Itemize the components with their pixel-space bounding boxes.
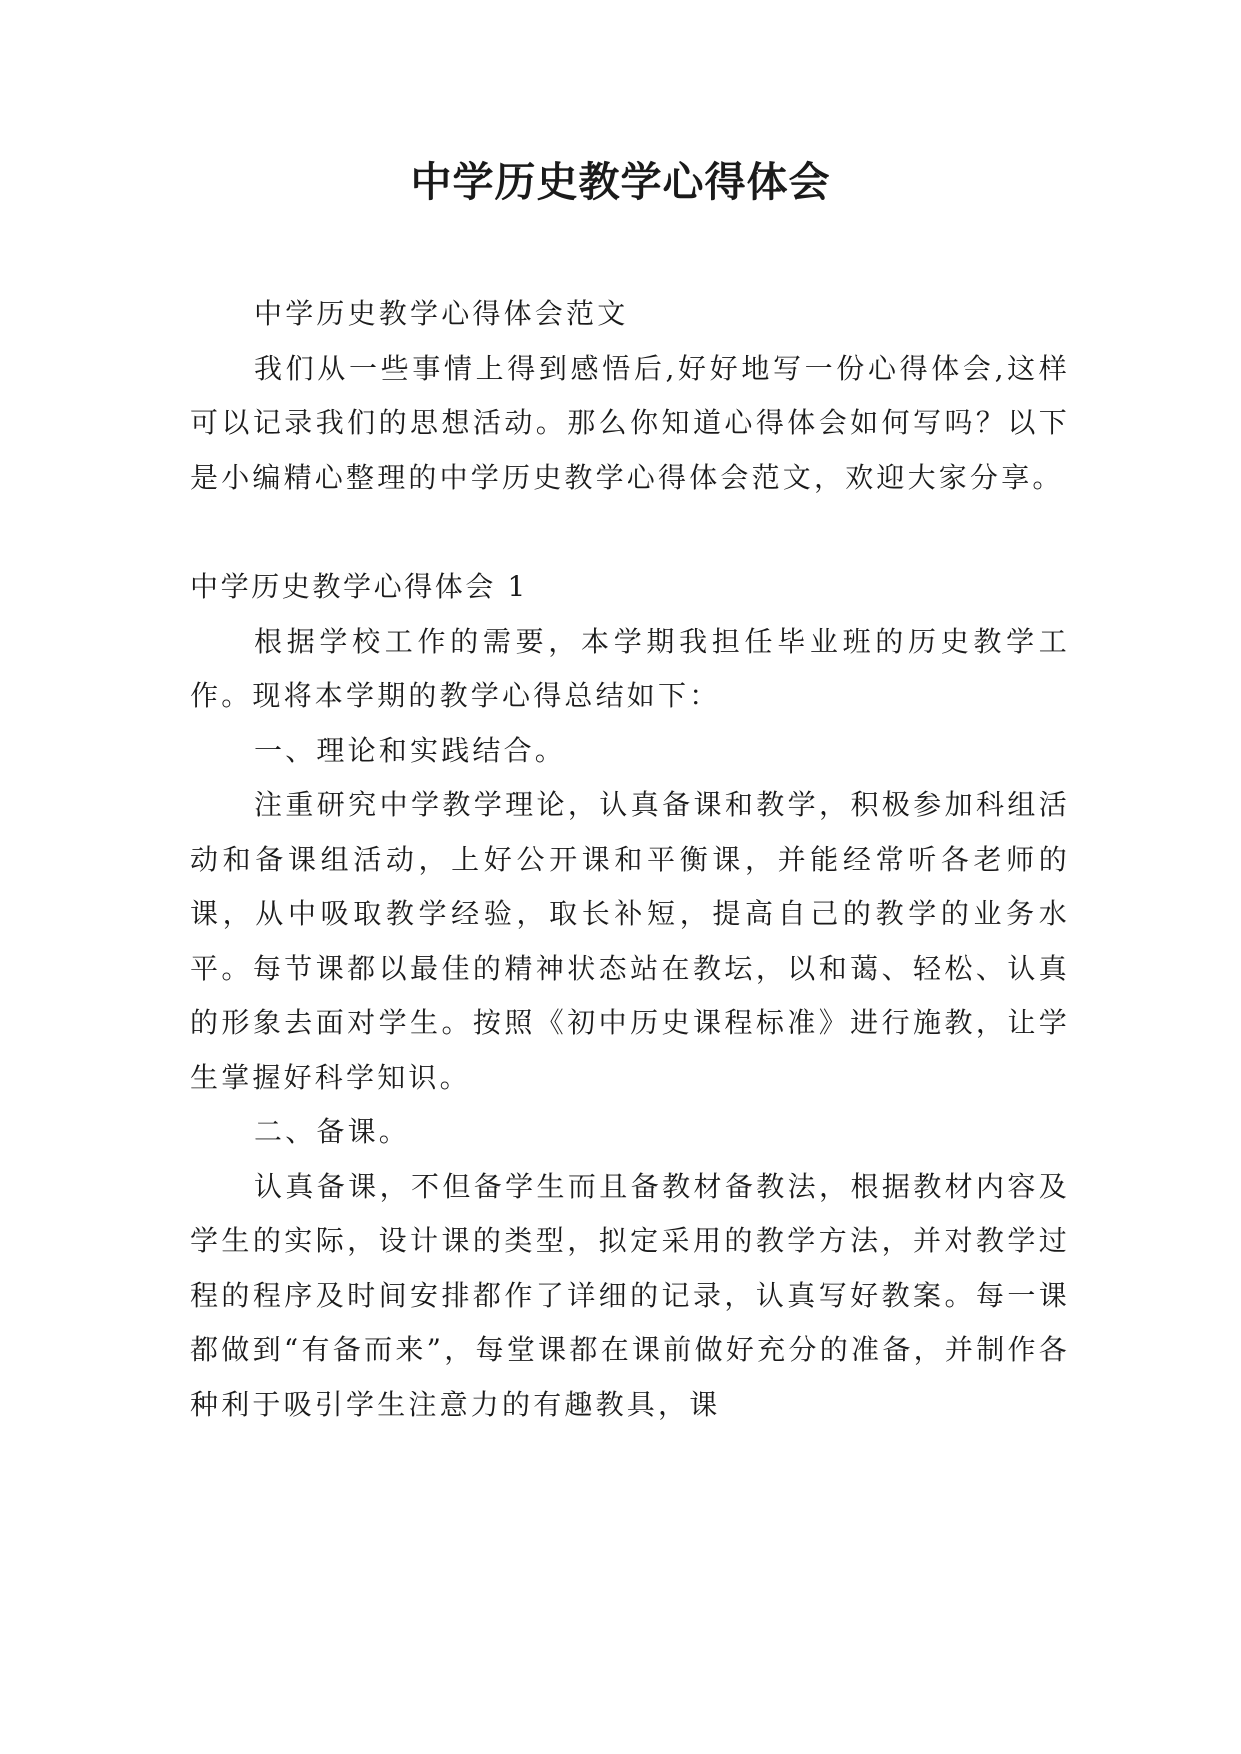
paragraph-gap bbox=[190, 505, 1070, 560]
body-paragraph: 二、备课。 bbox=[254, 1115, 411, 1148]
body-paragraph: 认真备课，不但备学生而且备教材备教法，根据教材内容及学生的实际，设计课的类型，拟定采用的教学方法，并对教学过程的程序及时间安排都作了详细的记录，认真写好教案。每一课都做到“有备而来”，每堂课都在课前做好充分的准备，并制作各种利于吸引学生注意力的有趣教具，课 bbox=[190, 1169, 1070, 1421]
document-title: 中学历史教学心得体会 bbox=[410, 158, 831, 206]
body-paragraph: 注重研究中学教学理论，认真备课和教学，积极参加科组活动和备课组活动，上好公开课和平衡课，并能经常听各老师的课，从中吸取教学经验，取长补短，提高自己的教学的业务水平。每节课都以最佳的精神状态站在教坛，以和蔼、轻松、认真的形象去面对学生。按照《初中历史课程标准》进行施教，让学生掌握好科学知识。 bbox=[190, 788, 1070, 1094]
subtitle-paragraph: 中学历史教学心得体会范文 bbox=[254, 297, 629, 330]
body-paragraph: 根据学校工作的需要，本学期我担任毕业班的历史教学工作。现将本学期的教学心得总结如下： bbox=[190, 624, 1070, 712]
document-body bbox=[190, 287, 1070, 1432]
intro-paragraph: 我们从一些事情上得到感悟后,好好地写一份心得体会,这样可以记录我们的思想活动。那么你知道心得体会如何写吗？以下是小编精心整理的中学历史教学心得体会范文，欢迎大家分享。 bbox=[190, 351, 1070, 494]
section-heading: 中学历史教学心得体会 1 bbox=[190, 570, 528, 603]
body-paragraph: 一、理论和实践结合。 bbox=[254, 733, 567, 767]
